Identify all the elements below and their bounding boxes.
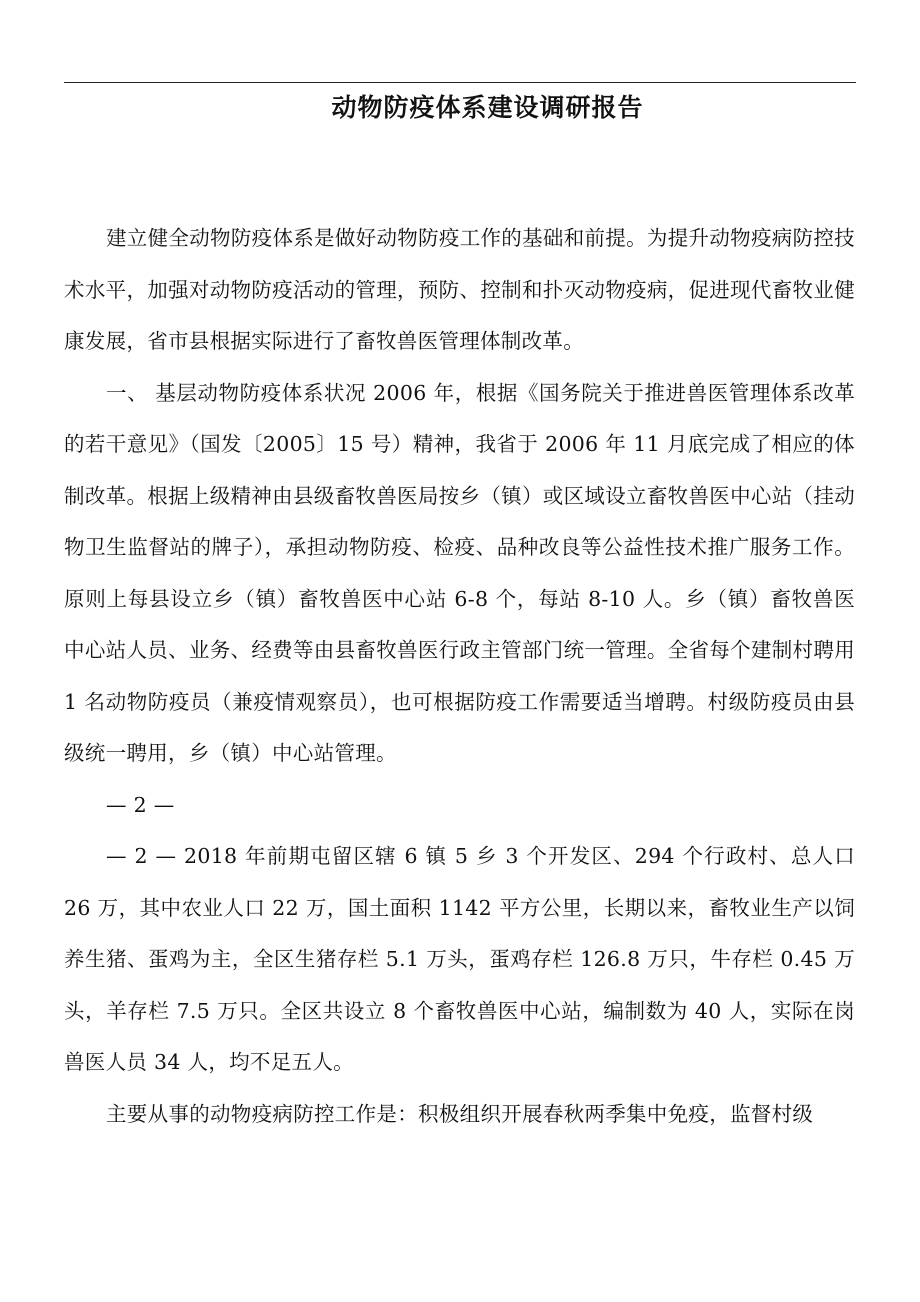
paragraph-main-work: 主要从事的动物疫病防控工作是：积极组织开展春秋两季集中免疫，监督村级 xyxy=(106,1101,814,1126)
header-rule xyxy=(64,82,856,83)
paragraph-section-one: 一、 基层动物防疫体系状况 2006 年，根据《国务院关于推进兽医管理体系改革的若干意见》（国发〔2005〕15 号）精神，我省于 2006 年 11 月底完成了相应的体制改革。根据上级精神由县级畜牧兽医局按乡（镇）或区域设立畜牧兽医中心站（挂动物卫生监督站的牌子），承担动物防疫、检疫、品种改良等公益性技术推广服务工作。原则上每县设立乡（镇）畜牧兽医中心站 6-8 个，每站 8-10 人。乡（镇）畜牧兽医中心站人员、业务、经费等由县畜牧兽医行政主管部门统一管理。全省每个建制村聘用 1 名动物防疫员（兼疫情观察员），也可根据防疫工作需要适当增聘。村级防疫员由县级统一聘用，乡（镇）中心站管理。 xyxy=(64,380,855,765)
paragraph-tunliu-overview: — 2 — 2018 年前期屯留区辖 6 镇 5 乡 3 个开发区、294 个行政村、总人口 26 万，其中农业人口 22 万，国土面积 1142 平方公里，长期以来，畜牧业生产以饲养生猪、蛋鸡为主，全区生猪存栏 5.1 万头，蛋鸡存栏 126.8 万只，牛存栏 0.45 万头，羊存栏 7.5 万只。全区共设立 8 个畜牧兽医中心站，编制数为 40 人，实际在岗兽医人员 34 人，均不足五人。 xyxy=(64,844,855,1074)
document-title: 动物防疫体系建设调研报告 xyxy=(331,93,644,122)
document-body xyxy=(64,213,855,1140)
paragraph-intro: 建立健全动物防疫体系是做好动物防疫工作的基础和前提。为提升动物疫病防控技术水平，加强对动物防疫活动的管理，预防、控制和扑灭动物疫病，促进现代畜牧业健康发展，省市县根据实际进行了畜牧兽医管理体制改革。 xyxy=(64,226,855,353)
page-number-marker: — 2 — xyxy=(106,792,175,817)
